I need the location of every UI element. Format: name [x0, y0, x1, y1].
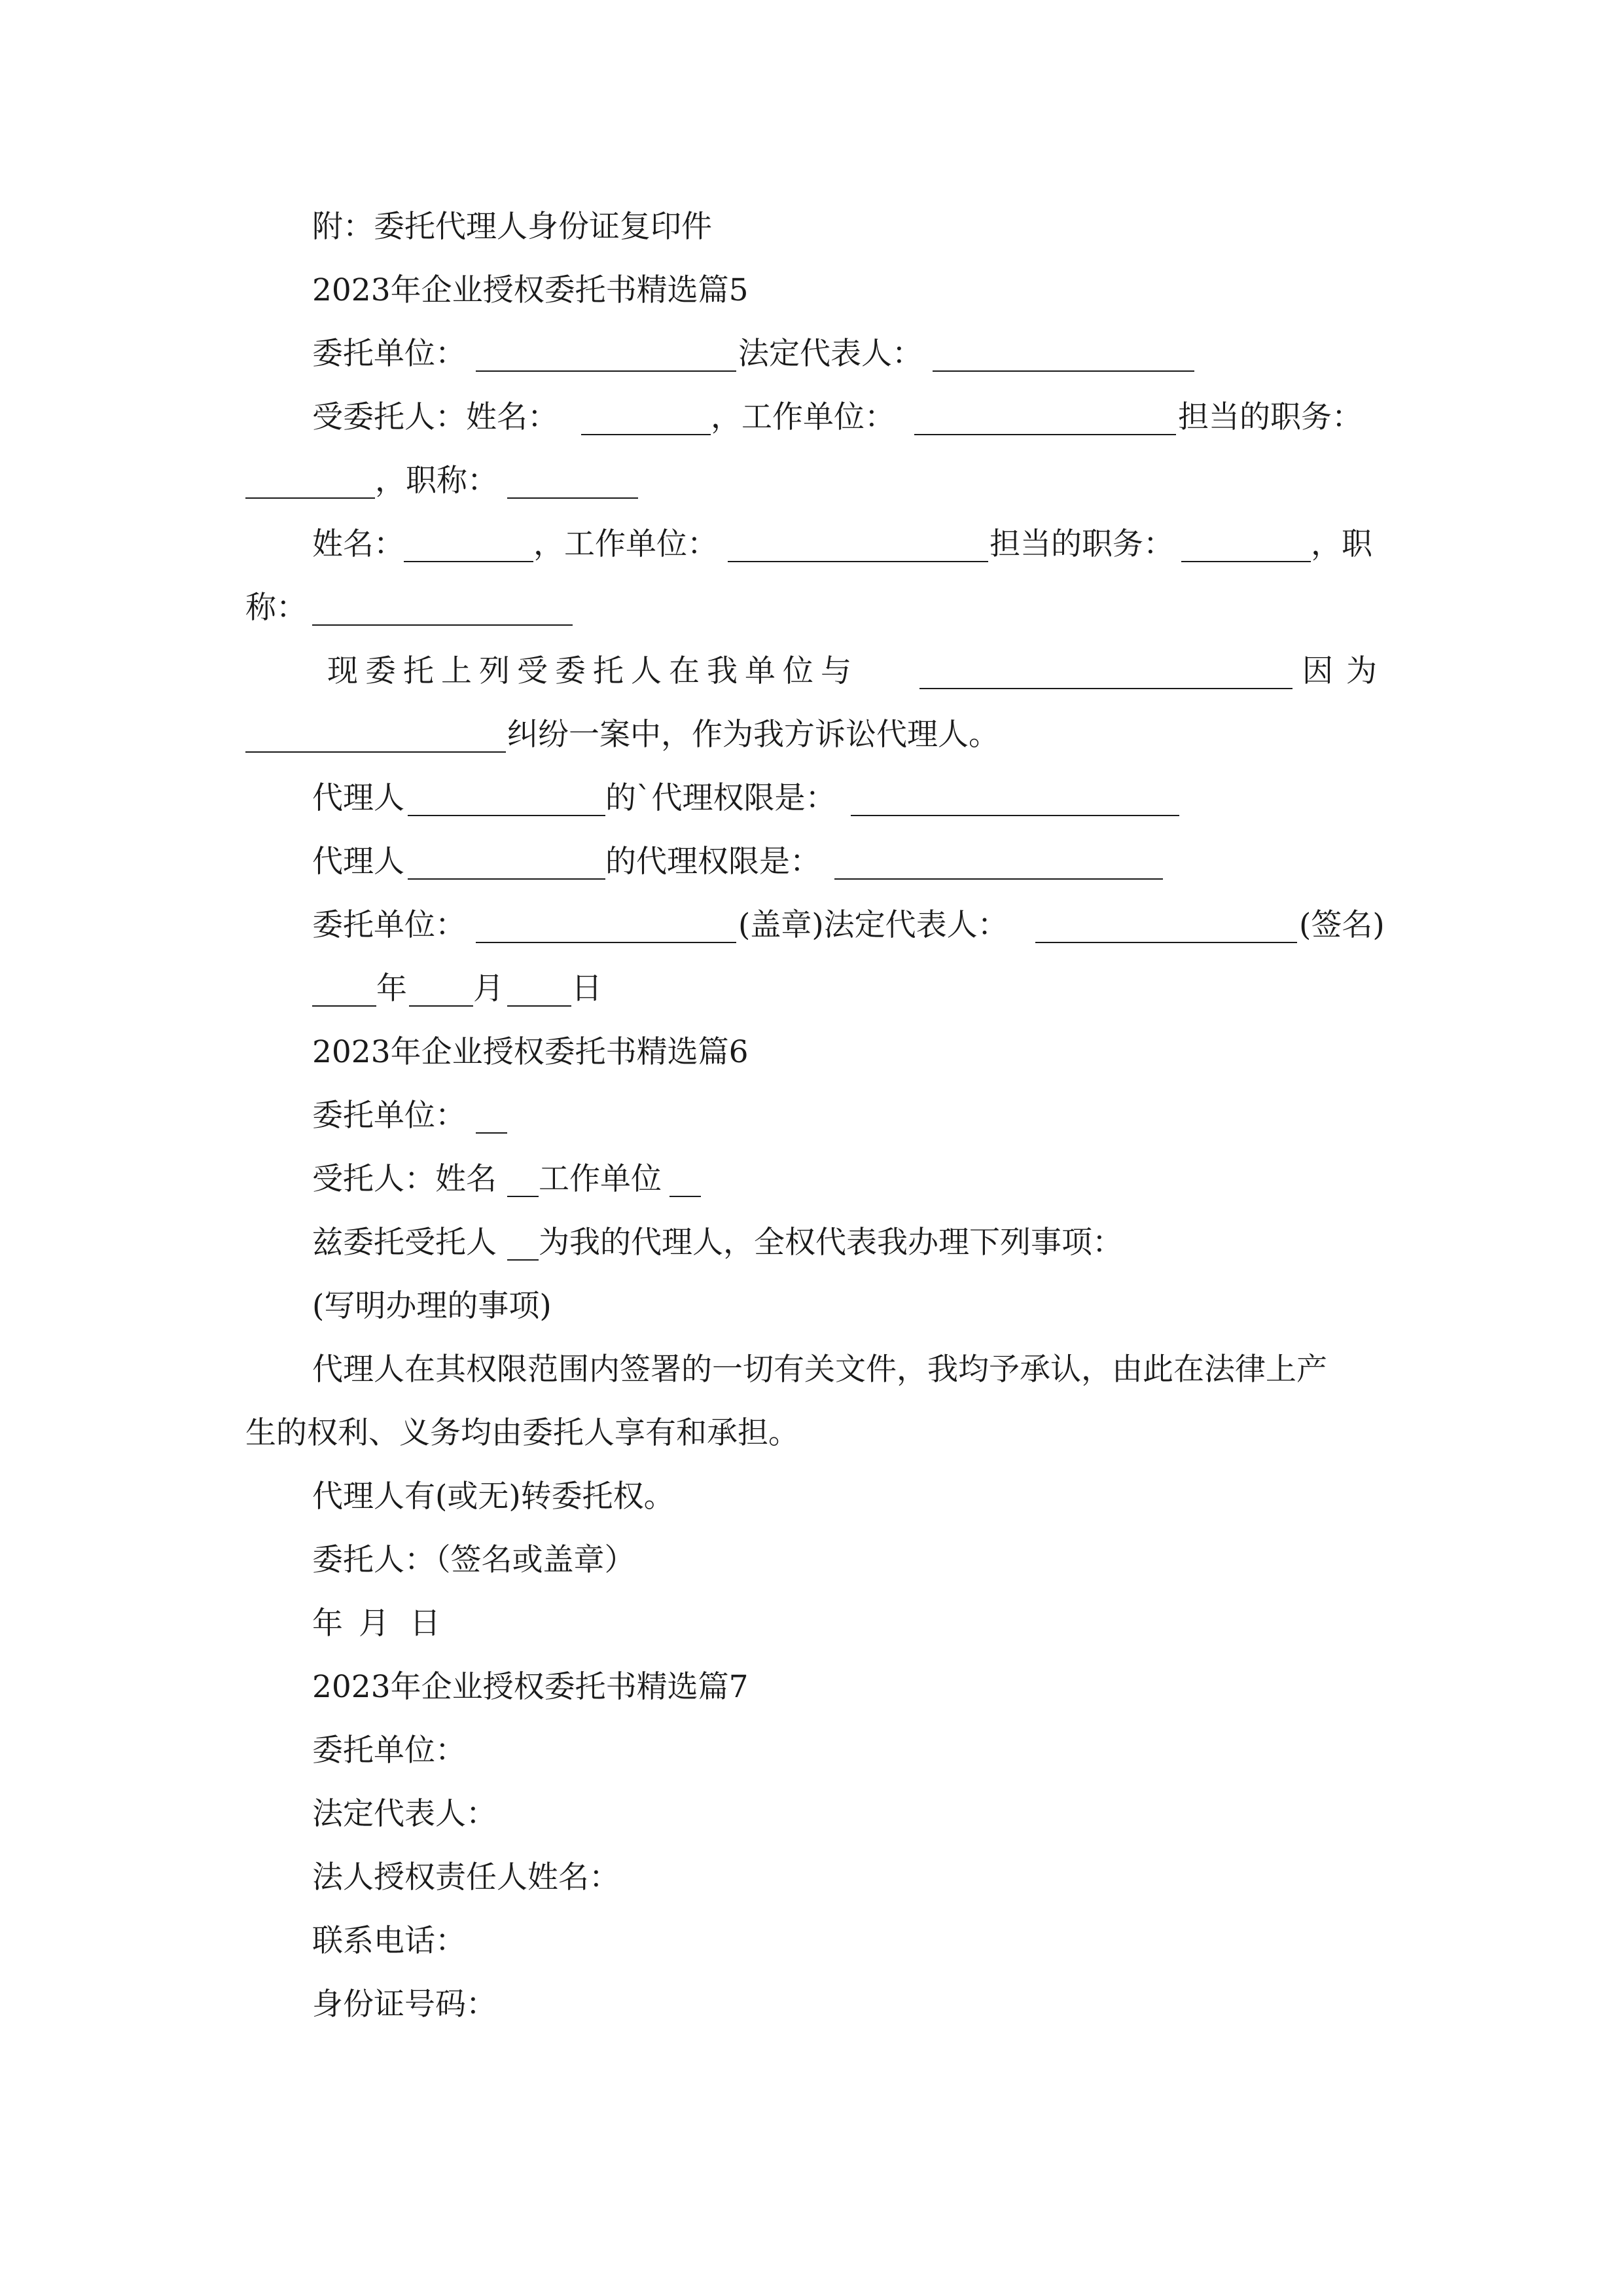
label-month-6: 月: [359, 1605, 389, 1641]
label-title-2-end: 称：: [245, 590, 307, 626]
label-trustee-title: ，职称：: [375, 463, 498, 499]
attachment-line: [0, 195, 1623, 259]
section5-line-1: [0, 322, 1623, 386]
blank-dispute-party: [919, 688, 1293, 689]
label-id-number-7: 身份证号码：: [312, 1986, 497, 2022]
blank-month: [409, 1005, 473, 1007]
blank-agent-2: [408, 878, 605, 880]
section5-line-3: [0, 449, 1623, 512]
label-work-unit-6: 工作单位: [539, 1161, 662, 1197]
blank-day: [507, 1005, 571, 1007]
attachment-text: 附：委托代理人身份证复印件: [312, 209, 712, 245]
section6-heading-line: [0, 1020, 1623, 1084]
label-legal-representative: 法定代表人：: [738, 336, 923, 372]
section6-line-7: [0, 1465, 1623, 1528]
blank-trustee-name: [581, 434, 711, 435]
blank-work-unit-2: [728, 561, 988, 562]
blank-agent-1: [408, 815, 605, 816]
section6-line-8: [0, 1528, 1623, 1592]
section6-line-5: [0, 1338, 1623, 1401]
blank-agent-1-authority: [851, 815, 1179, 816]
label-day-6: 日: [410, 1605, 440, 1641]
section7-line-5: [0, 1973, 1623, 2036]
label-position-2: 担当的职务：: [990, 526, 1174, 562]
label-year: 年: [376, 971, 407, 1007]
blank-legal-representative: [933, 370, 1194, 372]
label-entrusting-unit-6: 委托单位：: [312, 1098, 466, 1134]
label-entrusting-unit-sign: 委托单位：: [312, 907, 466, 943]
section6-date-line: [0, 1592, 1623, 1655]
section5-date-line: [0, 957, 1623, 1020]
principal-signature: 委托人：（签名或盖章）: [312, 1542, 635, 1578]
blank-legal-rep-sign: [1035, 942, 1297, 943]
section5-line-2: [0, 386, 1623, 449]
section6-line-4: [0, 1274, 1623, 1338]
agent-acknowledgement-2: 生的权利、义务均由委托人享有和承担。: [245, 1415, 799, 1451]
label-authorized-person-7: 法人授权责任人姓名：: [312, 1859, 620, 1895]
agent-acknowledgement-1: 代理人在其权限范围内签署的一切有关文件，我均予承认，由此在法律上产: [312, 1352, 1327, 1388]
blank-trustee-name-6: [507, 1196, 539, 1197]
blank-title-2: [312, 624, 573, 626]
blank-trustee-position: [245, 497, 375, 499]
label-month: 月: [473, 971, 504, 1007]
section7-line-2: [0, 1782, 1623, 1846]
blank-agent-2-authority: [834, 878, 1163, 880]
section5-line-7: [0, 703, 1623, 766]
blank-position-2: [1181, 561, 1311, 562]
blank-year: [312, 1005, 376, 1007]
blank-name-2: [404, 561, 533, 562]
blank-entrusting-unit-6: [476, 1132, 507, 1134]
sub-delegation-text: 代理人有(或无)转委托权。: [312, 1479, 675, 1515]
label-full-authority: 为我的代理人，全权代表我办理下列事项：: [539, 1225, 1123, 1261]
blank-trustee-work-unit: [914, 434, 1176, 435]
section6-line-3: [0, 1211, 1623, 1274]
blank-work-unit-6: [669, 1196, 701, 1197]
blank-entrusting-unit: [476, 370, 736, 372]
commission-text: 现委托上列受委托人在我单位与: [327, 653, 859, 689]
label-trustee-name: 受委托人：姓名：: [312, 399, 558, 435]
section7-heading: 2023年企业授权委托书精选篇7: [312, 1669, 749, 1705]
label-legal-rep-7: 法定代表人：: [312, 1796, 497, 1832]
label-entrusting-unit: 委托单位：: [312, 336, 466, 372]
section5-line-6: [0, 639, 1623, 703]
label-year-6: 年: [312, 1605, 343, 1641]
section5-heading: 2023年企业授权委托书精选篇5: [312, 272, 749, 308]
commission-dispute-text: 纠纷一案中，作为我方诉讼代理人。: [507, 717, 999, 753]
label-trustee-name-6: 受托人：姓名: [312, 1161, 497, 1197]
label-day: 日: [571, 971, 602, 1007]
label-work-unit-2: ，工作单位：: [533, 526, 718, 562]
label-title-2-start: ，职: [1311, 526, 1372, 562]
section5-heading-line: [0, 259, 1623, 322]
section5-line-10: [0, 893, 1623, 957]
matters-note: (写明办理的事项): [312, 1288, 552, 1324]
section6-line-2: [0, 1147, 1623, 1211]
label-trustee-work-unit: ，工作单位：: [711, 399, 895, 435]
blank-trustee-title: [507, 497, 638, 499]
label-agent-1-authority: 的`代理权限是：: [605, 780, 836, 816]
label-agent-2: 代理人: [312, 844, 404, 880]
section5-line-4: [0, 512, 1623, 576]
section5-line-5: [0, 576, 1623, 639]
label-entrusting-unit-7: 委托单位：: [312, 1732, 466, 1768]
commission-because: 因为: [1302, 653, 1390, 689]
section6-heading: 2023年企业授权委托书精选篇6: [312, 1034, 749, 1070]
section7-line-3: [0, 1846, 1623, 1909]
section5-line-9: [0, 830, 1623, 893]
label-signature: (签名): [1299, 907, 1385, 943]
section7-heading-line: [0, 1655, 1623, 1719]
label-phone-7: 联系电话：: [312, 1923, 466, 1959]
section6-line-1: [0, 1084, 1623, 1147]
label-seal-legal-rep: (盖章)法定代表人：: [738, 907, 1008, 943]
section6-line-6: [0, 1401, 1623, 1465]
blank-trustee-6: [507, 1259, 539, 1261]
section5-line-8: [0, 766, 1623, 830]
label-trustee-position: 担当的职务：: [1178, 399, 1363, 435]
label-name-2: 姓名：: [312, 526, 404, 562]
section7-line-1: [0, 1719, 1623, 1782]
blank-dispute-reason: [245, 751, 506, 753]
label-agent-2-authority: 的代理权限是：: [605, 844, 821, 880]
blank-entrusting-unit-sign: [476, 942, 736, 943]
label-agent-1: 代理人: [312, 780, 404, 816]
section7-line-4: [0, 1909, 1623, 1973]
label-hereby-entrust: 兹委托受托人: [312, 1225, 497, 1261]
